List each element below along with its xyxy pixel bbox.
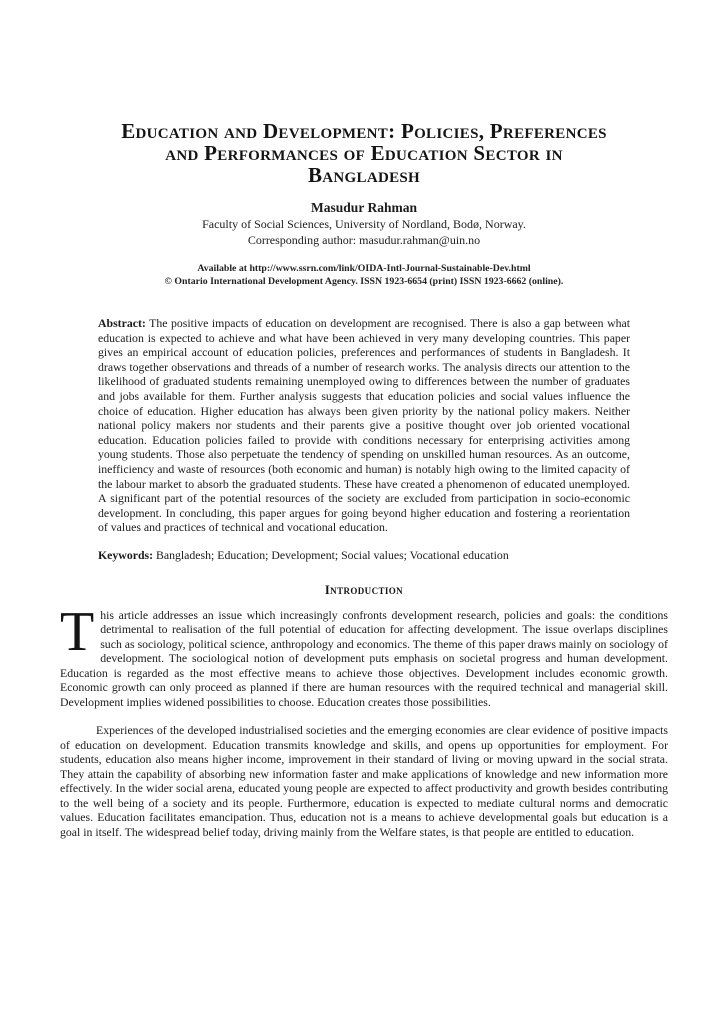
keywords-label: Keywords: — [98, 547, 154, 562]
introduction-section — [60, 583, 668, 840]
paper-title — [60, 120, 668, 186]
abstract-text: The positive impacts of education on development are recognised. There is also a gap between what education is expected to achieve and what have been achieved in very many developing countries. This paper gives an empirical account of education policies, preferences and performances of students in Bangladesh. It draws together observations and threads of a number of research works. The analysis directs our attention to the likelihood of graduated students remaining unemployed owing to differences between the number of graduates and jobs available for them. Further analysis suggests that education policies and social values influence the choice of education. Higher education has always been given priority by the national policy makers. Neither national policy makers nor students and their parents give a positive thought over job oriented vocational education. Education policies failed to provide with conditions necessary for enterprising activities among young students. Those also perpetuate the tendency of spending on unskilled human resources. As an outcome, inefficiency and waste of resources (both economic and human) is notably high owing to the limited capacity of the labour market to absorb the graduated students. These have created a phenomenon of educated unemployed. A significant part of the potential resources of the society are excluded from participation in socio-economic development. In concluding, this paper argues for going beyond higher education and fostering a reorientation of values and practices of technical and vocational education. — [98, 316, 630, 535]
abstract-label: Abstract: — [98, 316, 146, 330]
publisher-block — [60, 263, 668, 288]
keywords-line — [98, 548, 630, 563]
introduction-paragraph-1 — [60, 600, 668, 710]
paper-header — [60, 120, 668, 288]
author-affiliation: Faculty of Social Sciences, University of Nordland, Bodø, Norway. — [202, 217, 526, 231]
introduction-paragraph-2: Experiences of the developed industrialised societies and the emerging economies are clear evidence of positive impacts of education on development. Education transmits knowledge and skills, and opens up opportunities for employment. For students, education also means higher income, improvement in their standard of living or moving upward in the social strata. They attain the capability of absorbing new information faster and make applications of knowledge and new information more effectively. In the wider social arena, educated young people are expected to affect productivity and growth besides contributing to the well being of a society and its people. Furthermore, education is expected to mediate cultural norms and democratic values. Education facilitates emancipation. Thus, education not is a means to achieve developmental goals but education is a goal in itself. The widespread belief today, driving mainly from the Welfare states, is that people are entitled to education. — [60, 723, 668, 839]
introduction-paragraph-1-text: his article addresses an issue which increasingly confronts development research, policies and goals: the conditions detrimental to realisation of the full potential of education for affecting development. The issue overlaps disciplines such as sociology, political science, anthropology and economics. The theme of this paper draws mainly on sociology of development. The sociological notion of development puts emphasis on societal progress and human development. Education is regarded as the most effective means to achieve those objectives. Development includes economic growth. Economic growth can only proceed as planned if there are human resources with the required technical and managerial skill. Development implies widened possibilities to choose. Education creates those possibilities. — [60, 607, 668, 709]
keywords-text: Bangladesh; Education; Development; Social values; Vocational education — [153, 547, 509, 562]
availability-note: Available at http://www.ssrn.com/link/OIDA-Intl-Journal-Sustainable-Dev.html — [197, 263, 531, 274]
introduction-heading: Introduction — [324, 582, 404, 597]
abstract-paragraph — [98, 316, 630, 535]
paper-title-line-1: Education and Development: Policies, Preferences — [121, 119, 607, 143]
abstract-section — [98, 316, 630, 563]
paper-title-line-2: and Performances of Education Sector in — [165, 141, 563, 165]
drop-cap: T — [60, 600, 95, 663]
author-name: Masudur Rahman — [311, 200, 417, 215]
corresponding-author: Corresponding author: masudur.rahman@uin.no — [247, 233, 481, 247]
paper-title-line-3: Bangladesh — [307, 163, 421, 187]
copyright-issn-note: © Ontario International Development Agency. ISSN 1923-6654 (print) ISSN 1923-6662 (online). — [164, 275, 564, 287]
